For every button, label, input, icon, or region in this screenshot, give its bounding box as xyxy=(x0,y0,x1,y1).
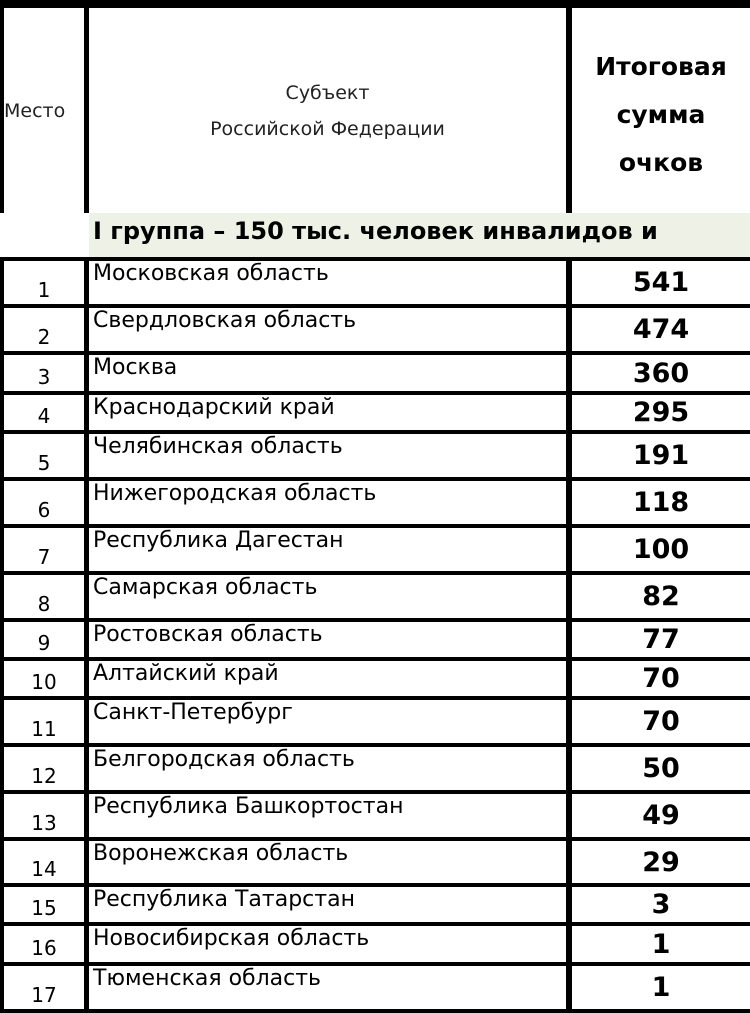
score-cell xyxy=(572,926,750,962)
subject-cell-text: Новосибирская область xyxy=(93,926,370,951)
header-total-label xyxy=(595,43,727,187)
subject-cell xyxy=(89,841,566,883)
score-cell xyxy=(572,434,750,477)
score-cell-text: 295 xyxy=(632,397,690,428)
place-cell-text: 9 xyxy=(37,631,51,655)
place-cell xyxy=(4,926,84,962)
score-cell xyxy=(572,308,750,351)
place-cell-text: 11 xyxy=(31,717,57,741)
place-cell xyxy=(4,481,84,524)
score-cell-text: 77 xyxy=(642,624,680,655)
score-cell-text: 118 xyxy=(632,487,690,518)
place-cell xyxy=(4,434,84,477)
place-cell xyxy=(4,700,84,743)
score-cell-text: 1 xyxy=(651,972,671,1003)
subject-cell xyxy=(89,622,566,657)
score-cell xyxy=(572,481,750,524)
subject-cell xyxy=(89,575,566,618)
subject-cell xyxy=(89,794,566,837)
score-cell xyxy=(572,966,750,1009)
subject-cell-text: Санкт-Петербург xyxy=(93,700,293,725)
score-cell-text: 191 xyxy=(632,440,690,471)
score-cell xyxy=(572,622,750,657)
place-cell-text: 15 xyxy=(31,896,57,920)
header-subject-label xyxy=(210,75,445,147)
subject-cell-text: Ростовская область xyxy=(93,622,323,647)
place-cell-text: 10 xyxy=(31,670,57,694)
subject-cell xyxy=(89,308,566,351)
subject-cell xyxy=(89,926,566,962)
subject-cell xyxy=(89,700,566,743)
place-cell xyxy=(4,355,84,391)
subject-cell xyxy=(89,355,566,391)
place-cell-text: 16 xyxy=(31,936,57,960)
subject-cell-text: Республика Татарстан xyxy=(93,887,355,912)
subject-cell-text: Белгородская область xyxy=(93,747,355,772)
score-cell-text: 70 xyxy=(642,663,680,694)
place-cell-text: 3 xyxy=(37,365,51,389)
subject-cell-text: Самарская область xyxy=(93,575,318,600)
subject-cell xyxy=(89,434,566,477)
subject-cell xyxy=(89,481,566,524)
subject-cell xyxy=(89,966,566,1009)
place-cell xyxy=(4,575,84,618)
subject-cell xyxy=(89,661,566,696)
group-title: I группа – 150 тыс. человек инвалидов и xyxy=(89,213,750,257)
score-cell xyxy=(572,794,750,837)
header-total-line2: сумма xyxy=(616,99,706,129)
place-cell-text: 8 xyxy=(37,592,51,616)
subject-cell xyxy=(89,261,566,304)
subject-cell xyxy=(89,747,566,790)
subject-cell-text: Республика Дагестан xyxy=(93,528,344,553)
header-place-label: Место xyxy=(4,99,66,122)
score-cell-text: 3 xyxy=(651,889,671,920)
subject-cell-text: Челябинская область xyxy=(93,434,343,459)
place-cell xyxy=(4,622,84,657)
place-cell-text: 6 xyxy=(37,498,51,522)
score-cell-text: 474 xyxy=(632,314,690,345)
subject-cell-text: Свердловская область xyxy=(93,308,357,333)
score-cell xyxy=(572,887,750,922)
header-total-line1: Итоговая xyxy=(595,51,727,81)
score-cell xyxy=(572,700,750,743)
header-place xyxy=(4,8,84,213)
header-subject-line1: Субъект xyxy=(285,81,370,104)
place-cell-text: 7 xyxy=(37,545,51,569)
place-cell xyxy=(4,794,84,837)
score-cell xyxy=(572,841,750,883)
score-cell xyxy=(572,747,750,790)
score-cell-text: 82 xyxy=(642,581,680,612)
header-total-line3: очков xyxy=(618,147,704,177)
place-cell-text: 17 xyxy=(31,983,57,1007)
place-cell xyxy=(4,308,84,351)
place-cell-text: 14 xyxy=(31,857,57,881)
score-cell xyxy=(572,261,750,304)
header-subject xyxy=(89,8,566,213)
place-cell xyxy=(4,661,84,696)
score-cell-text: 70 xyxy=(642,706,680,737)
score-cell xyxy=(572,395,750,430)
score-cell xyxy=(572,661,750,696)
place-cell xyxy=(4,841,84,883)
score-cell xyxy=(572,355,750,391)
place-cell-text: 4 xyxy=(37,404,51,428)
place-cell xyxy=(4,261,84,304)
score-cell-text: 360 xyxy=(632,357,690,389)
place-cell-text: 5 xyxy=(37,451,51,475)
score-cell-text: 50 xyxy=(642,753,680,784)
place-cell xyxy=(4,966,84,1009)
score-cell-text: 29 xyxy=(642,846,680,878)
subject-cell-text: Алтайский край xyxy=(93,661,279,686)
score-cell-text: 541 xyxy=(632,267,690,298)
subject-cell-text: Московская область xyxy=(93,261,329,286)
subject-cell xyxy=(89,528,566,571)
score-cell xyxy=(572,528,750,571)
score-cell-text: 1 xyxy=(651,928,671,960)
score-cell xyxy=(572,575,750,618)
place-cell-text: 2 xyxy=(37,325,51,349)
place-cell-text: 1 xyxy=(37,278,51,302)
subject-cell-text: Воронежская область xyxy=(93,841,349,866)
subject-cell xyxy=(89,887,566,922)
subject-cell xyxy=(89,395,566,430)
header-total xyxy=(572,8,750,213)
place-cell xyxy=(4,887,84,922)
place-cell xyxy=(4,747,84,790)
place-cell xyxy=(4,528,84,571)
score-cell-text: 100 xyxy=(632,534,690,565)
score-cell-text: 49 xyxy=(642,800,680,831)
subject-cell-text: Республика Башкортостан xyxy=(93,794,404,819)
place-cell-text: 12 xyxy=(31,764,57,788)
header-subject-line2: Российской Федерации xyxy=(210,117,445,140)
subject-cell-text: Москва xyxy=(93,355,178,380)
place-cell-text: 13 xyxy=(31,811,57,835)
subject-cell-text: Тюменская область xyxy=(93,966,322,991)
subject-cell-text: Краснодарский край xyxy=(93,395,335,420)
subject-cell-text: Нижегородская область xyxy=(93,481,377,506)
place-cell xyxy=(4,395,84,430)
